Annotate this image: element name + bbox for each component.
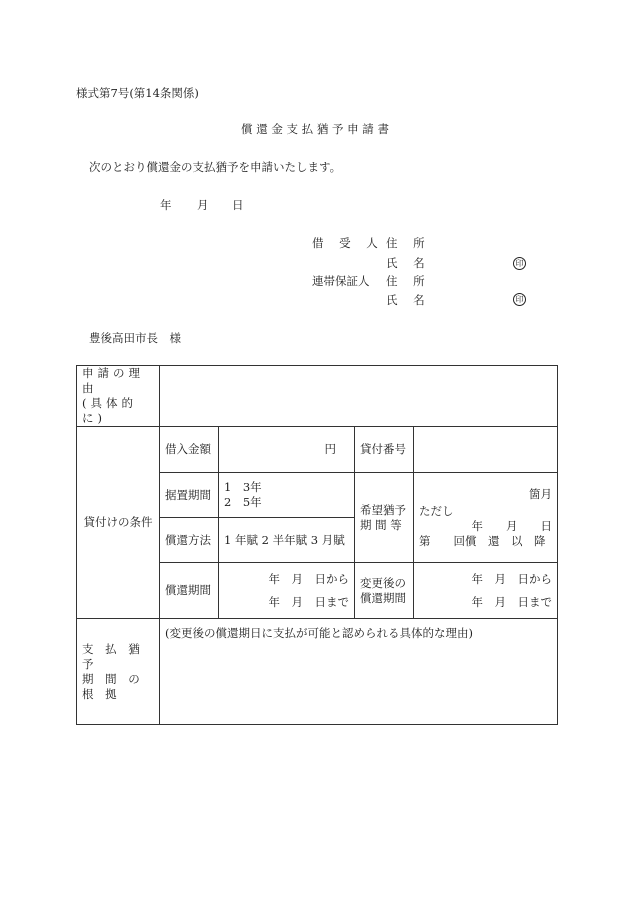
provided-label: ただし xyxy=(419,503,454,518)
intro-text: 次のとおり償還金の支払猶予を申請いたします。 xyxy=(89,160,342,174)
desired-date: 年 月 日 xyxy=(471,518,552,533)
from-installment: 第 回償 還 以 降 xyxy=(419,533,546,548)
loan-amount-label: 借入金額 xyxy=(160,427,219,473)
loan-amount-field[interactable] xyxy=(219,427,355,473)
addressee: 豊後高田市長 様 xyxy=(89,331,181,345)
date-day: 日 xyxy=(232,198,244,212)
loan-conditions-label: 貸付けの条件 xyxy=(77,427,160,619)
form-number: 様式第7号(第14条関係) xyxy=(76,86,199,100)
reason-field[interactable] xyxy=(160,366,558,427)
desired-grace-label: 希望猶予 期 間 等 xyxy=(355,473,414,563)
repay-period-label: 償還期間 xyxy=(160,563,219,619)
changed-period-label: 変更後の 償還期間 xyxy=(355,563,414,619)
application-table xyxy=(76,365,558,725)
repay-period-to: 年 月 日まで xyxy=(268,594,349,609)
changed-period-field[interactable] xyxy=(414,563,558,619)
desired-grace-field[interactable] xyxy=(414,473,558,563)
repay-method-label: 償還方法 xyxy=(160,518,219,563)
guarantor-address-label: 住 所 xyxy=(386,274,431,288)
yen-unit: 円 xyxy=(324,442,336,456)
repay-period-field[interactable] xyxy=(219,563,355,619)
grace-period-label: 据置期間 xyxy=(160,473,219,518)
guarantor-seal-icon: 印 xyxy=(513,293,526,306)
loan-number-field[interactable] xyxy=(414,427,558,473)
grace-period-options[interactable] xyxy=(219,473,355,518)
basis-row xyxy=(77,619,558,725)
document-title: 償 還 金 支 払 猶 予 申 請 書 xyxy=(241,122,389,136)
grace-option-2: 2 5年 xyxy=(224,495,262,509)
borrower-label: 借 受 人 xyxy=(312,236,384,250)
reason-row xyxy=(77,366,558,427)
repay-period-from: 年 月 日から xyxy=(268,571,349,586)
basis-field[interactable] xyxy=(160,619,558,725)
loan-number-label: 貸付番号 xyxy=(355,427,414,473)
grace-option-1: 1 3年 xyxy=(224,480,262,494)
repay-method-options[interactable]: 1 年賦 2 半年賦 3 月賦 xyxy=(219,518,355,563)
date-year: 年 xyxy=(160,198,172,212)
basis-note: (変更後の償還期日に支払が可能と認められる具体的な理由) xyxy=(165,626,473,640)
guarantor-label: 連帯保証人 xyxy=(312,274,370,288)
changed-period-to: 年 月 日まで xyxy=(471,594,552,609)
loan-amount-row xyxy=(77,427,558,473)
basis-label-cell: 支 払 猶 予 期 間 の 根 拠 xyxy=(77,619,160,725)
date-month: 月 xyxy=(197,198,209,212)
borrower-seal-icon: 印 xyxy=(513,257,526,270)
months-unit: 箇月 xyxy=(529,486,552,501)
reason-label-cell: 申請の理由 (具体的に) xyxy=(77,366,160,427)
borrower-address-label: 住 所 xyxy=(386,236,431,250)
guarantor-name-label: 氏 名 xyxy=(386,293,431,307)
borrower-name-label: 氏 名 xyxy=(386,256,431,270)
changed-period-from: 年 月 日から xyxy=(471,571,552,586)
